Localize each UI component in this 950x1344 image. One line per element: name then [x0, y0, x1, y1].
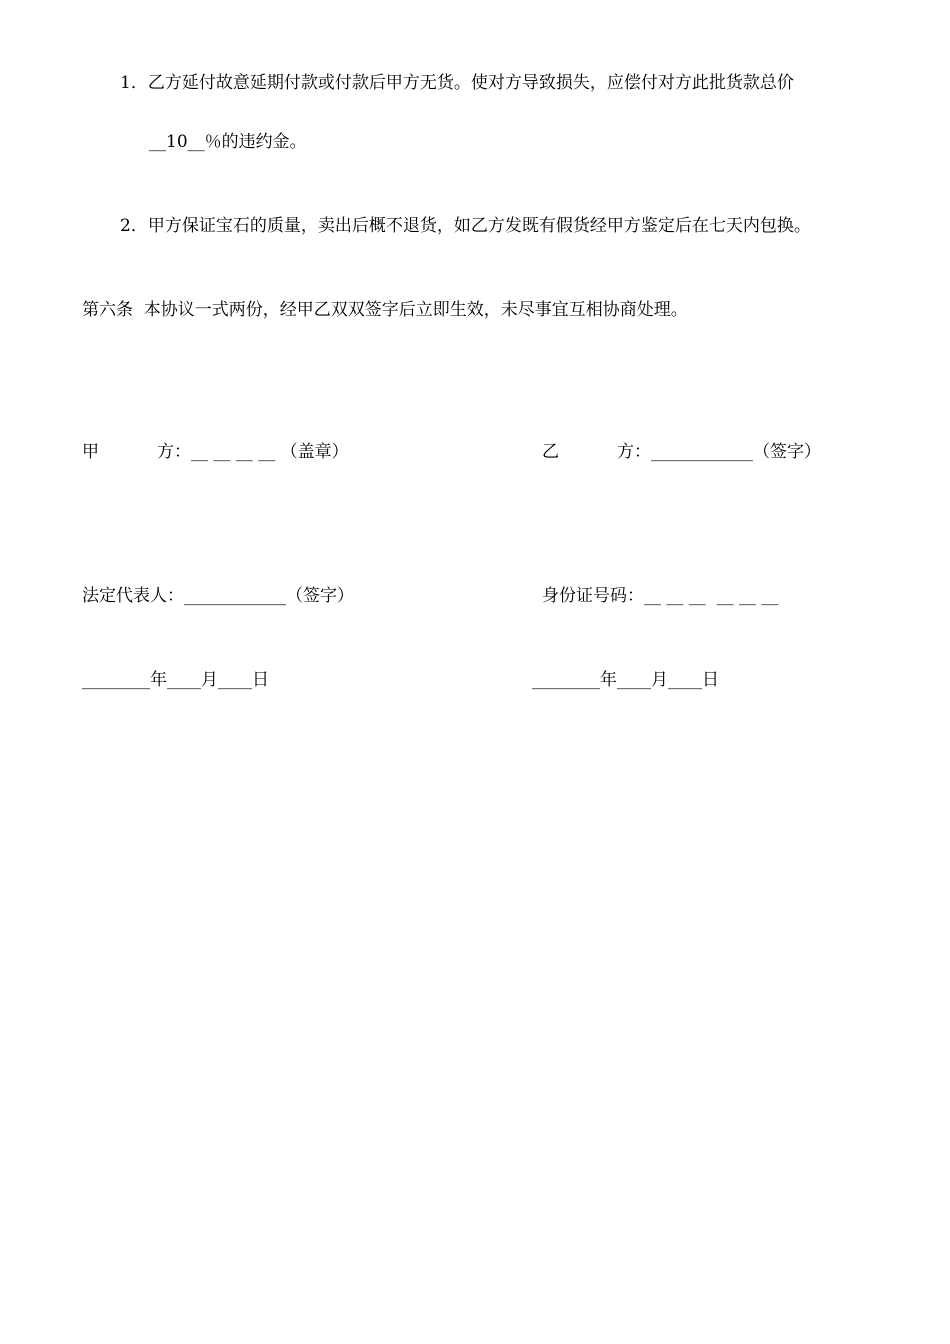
party-a-label-first: 甲	[82, 442, 99, 462]
party-b-date-line: ________年____月____日	[532, 670, 719, 690]
id-number-label: 身份证号码：	[542, 586, 644, 606]
party-a-blank: __ __ __ __	[191, 442, 281, 462]
party-a-date-line: ________年____月____日	[82, 670, 269, 690]
party-a-signature-line	[82, 444, 349, 461]
legal-rep-sign-note: （签字）	[286, 586, 354, 606]
party-b-label-second: 方：	[617, 442, 651, 462]
article-6-text: 第六条 本协议一式两份，经甲乙双双签字后立即生效，未尽事宜互相协商处理。	[82, 300, 688, 320]
clause-1-text-line-2: __10__％的违约金。	[149, 132, 307, 152]
party-b-label-first: 乙	[542, 442, 559, 462]
party-b-signature-line	[542, 444, 821, 461]
clause-1-text-line-1: 1．乙方延付故意延期付款或付款后甲方无货。使对方导致损失，应偿付对方此批货款总价	[120, 73, 794, 93]
party-b-sign-note: （签字）	[753, 442, 821, 462]
id-number-blank: __ __ __ __ __ __	[644, 586, 779, 606]
legal-rep-blank: ____________	[184, 586, 286, 606]
clause-2-text: 2．甲方保证宝石的质量，卖出后概不退货，如乙方发既有假货经甲方鉴定后在七天内包换。	[120, 216, 811, 236]
party-a-seal-note: （盖章）	[280, 442, 349, 462]
party-b-blank: ____________	[651, 442, 753, 462]
legal-rep-label: 法定代表人：	[82, 586, 184, 606]
legal-representative-line	[82, 588, 354, 605]
id-number-line	[542, 588, 778, 605]
party-a-label-second: 方：	[157, 442, 191, 462]
